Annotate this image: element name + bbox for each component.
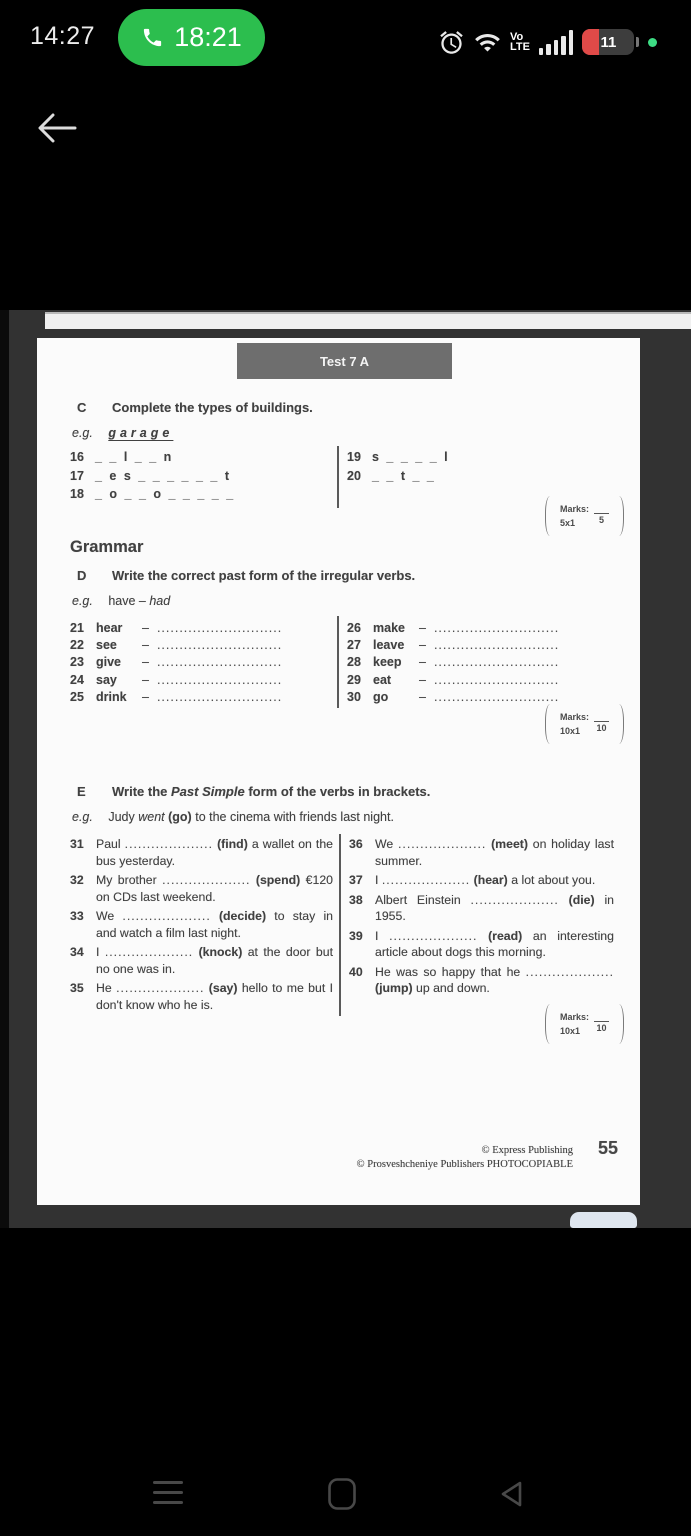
marks-badge <box>545 496 624 536</box>
paren-left <box>545 1004 555 1044</box>
list-item: 19 s _ _ _ _ l <box>347 450 450 465</box>
list-item: 28 keep – ............................ <box>347 655 560 670</box>
section-c-right-column <box>347 448 450 485</box>
volte-indicator <box>510 32 530 52</box>
section-e-heading <box>77 784 430 799</box>
marks-total: 10 <box>596 722 607 733</box>
section-c-left-column <box>70 448 235 504</box>
photo-viewer[interactable] <box>0 310 691 1228</box>
section-d-left-column <box>70 619 282 706</box>
wifi-icon <box>474 29 501 56</box>
page-number: 55 <box>598 1138 619 1158</box>
list-item: 23 give – ............................ <box>70 655 283 670</box>
list-item: 16 _ _ l _ _ n <box>70 450 174 465</box>
menu-icon <box>153 1481 183 1484</box>
section-c-heading <box>77 400 313 415</box>
section-c-title: Complete the types of buildings. <box>112 400 313 415</box>
column-divider <box>337 616 339 708</box>
marks-total: 5 <box>599 514 605 525</box>
back-arrow-icon <box>33 108 81 148</box>
marks-badge <box>545 1004 624 1044</box>
call-duration: 18:21 <box>174 22 242 52</box>
section-e-title: Write the Past Simple form of the verbs in brackets. <box>112 784 431 799</box>
example-base: have – <box>108 594 146 608</box>
battery-nub <box>636 37 639 47</box>
volte-line2: LTE <box>510 41 530 53</box>
list-item: 39 I .................... (read) an interesting article about dogs this morning. <box>349 928 614 959</box>
list-item: 37 I .................... (hear) a lot about you. <box>349 873 596 887</box>
status-bar <box>0 0 691 80</box>
battery-fill <box>582 29 599 55</box>
example-answer: had <box>149 594 171 608</box>
adjacent-page-edge <box>45 312 691 329</box>
list-item: 22 see – ............................ <box>70 638 283 653</box>
volte-line1: Vo <box>510 31 524 43</box>
partially-visible-button[interactable] <box>570 1212 637 1228</box>
navigation-bar <box>0 1460 691 1536</box>
section-d-right-column <box>347 619 559 706</box>
marks-formula: 10x1 <box>560 1026 581 1036</box>
example-label: e.g. <box>72 810 93 824</box>
back-button[interactable] <box>33 108 81 148</box>
column-divider <box>337 446 339 508</box>
list-item: 38 Albert Einstein .................... (die) in 1955. <box>349 892 615 923</box>
alarm-icon <box>438 29 465 56</box>
grammar-heading: Grammar <box>70 538 144 556</box>
status-dot-icon <box>648 38 657 47</box>
paren-right <box>614 496 624 536</box>
copyright-line1: © Express Publishing <box>481 1145 573 1156</box>
list-item: 20 _ _ t _ _ <box>347 468 436 483</box>
paren-left <box>545 704 555 744</box>
home-icon <box>327 1477 357 1511</box>
marks-badge <box>545 704 624 744</box>
example-label: e.g. <box>72 594 93 608</box>
example-label: e.g. <box>72 426 93 440</box>
example-word: garage <box>108 426 174 440</box>
test-title-banner: Test 7 A <box>237 343 452 379</box>
document-page <box>37 338 640 1205</box>
list-item: 32 My brother .................... (spend) €120 on CDs last weekend. <box>70 873 334 904</box>
paren-left <box>545 496 555 536</box>
list-item: 36 We .................... (meet) on holiday last summer. <box>349 837 614 868</box>
menu-button[interactable] <box>153 1481 183 1504</box>
signal-strength-icon <box>539 29 574 55</box>
paren-right <box>614 1004 624 1044</box>
list-item: 30 go – ............................ <box>347 690 560 705</box>
ongoing-call-chip[interactable] <box>118 9 265 66</box>
list-item: 33 We .................... (decide) to stay in and watch a film last night. <box>70 909 334 940</box>
marks-blank-line <box>594 508 609 514</box>
home-button[interactable] <box>327 1477 357 1516</box>
photo-dark-edge <box>0 310 9 1228</box>
list-item: 34 I .................... (knock) at the door but no one was in. <box>70 945 333 976</box>
column-divider <box>339 834 341 1016</box>
list-item: 25 drink – ............................ <box>70 690 283 705</box>
list-item: 24 say – ............................ <box>70 672 283 687</box>
phone-icon <box>141 26 164 49</box>
section-e-right-column <box>349 836 614 1000</box>
section-e-left-column <box>70 836 333 1016</box>
section-d-heading <box>77 568 415 583</box>
marks-blank-line <box>594 716 609 722</box>
clock-time: 14:27 <box>30 22 96 50</box>
list-item: 18 _ o _ _ o _ _ _ _ _ <box>70 487 236 502</box>
marks-formula: 5x1 <box>560 518 576 528</box>
nav-back-icon <box>498 1480 524 1508</box>
list-item: 29 eat – ............................ <box>347 672 560 687</box>
copyright-line2: © Prosveshcheniye Publishers PHOTOCOPIABLE <box>356 1159 573 1170</box>
marks-total: 10 <box>596 1022 607 1033</box>
list-item: 40 He was so happy that he .................... (jump) up and down. <box>349 964 614 995</box>
section-d-title: Write the correct past form of the irregular verbs. <box>112 568 416 583</box>
paren-right <box>614 704 624 744</box>
section-d-letter: D <box>77 568 87 583</box>
list-item: 31 Paul .................... (find) a wallet on the bus yesterday. <box>70 837 334 868</box>
marks-label: Marks: <box>560 504 590 514</box>
section-d-example <box>72 594 170 608</box>
section-e-example: e.g. Judy went (go) to the cinema with friends last night. <box>72 810 394 824</box>
battery-level: 11 <box>600 33 617 51</box>
section-c-example <box>72 426 173 440</box>
list-item: 26 make – ............................ <box>347 620 560 635</box>
status-icons <box>438 20 657 64</box>
marks-formula: 10x1 <box>560 726 581 736</box>
section-c-letter: C <box>77 400 87 415</box>
nav-back-button[interactable] <box>498 1480 524 1513</box>
list-item: 17 _ e s _ _ _ _ _ _ t <box>70 468 231 483</box>
list-item: 21 hear – ............................ <box>70 620 283 635</box>
marks-blank-line <box>594 1016 609 1022</box>
list-item: 35 He .................... (say) hello to me but I don't know who he is. <box>70 981 334 1012</box>
copyright-footer <box>357 1144 573 1172</box>
list-item: 27 leave – ............................ <box>347 638 560 653</box>
section-e-letter: E <box>77 784 86 799</box>
marks-label: Marks: <box>560 1012 590 1022</box>
battery-indicator <box>582 29 634 55</box>
marks-label: Marks: <box>560 712 590 722</box>
